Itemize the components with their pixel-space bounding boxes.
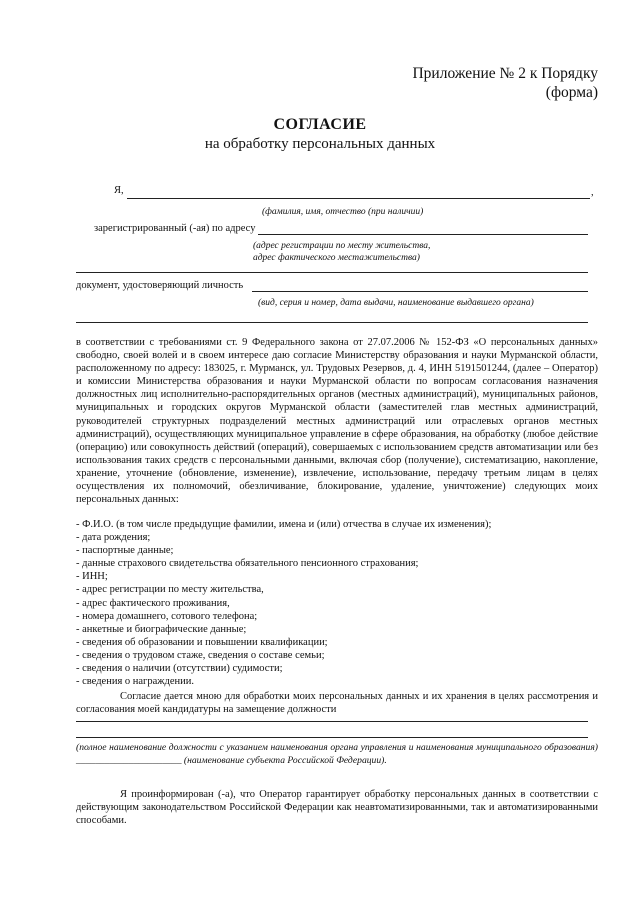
guarantee-paragraph: Я проинформирован (-а), что Оператор гарантирует обработку персональных данных в соответствии с действующим законодательством Российской Федерации как неавтоматизированными, так и автоматизированными способами. — [76, 789, 598, 827]
identity-document-label: документ, удостоверяющий личность — [76, 280, 244, 291]
list-item: - Ф.И.О. (в том числе предыдущие фамилии, имена и (или) отчества в случае их изменения); — [76, 519, 492, 530]
position-field-line-1[interactable] — [76, 721, 588, 722]
document-title: СОГЛАСИЕ — [273, 116, 367, 133]
appendix-line: Приложение № 2 к Порядку — [412, 65, 598, 82]
list-item: - данные страхового свидетельства обязательного пенсионного страхования; — [76, 558, 419, 570]
list-item: - сведения о награждении. — [76, 676, 195, 688]
registration-label: зарегистрированный (-ая) по адресу — [94, 223, 256, 234]
form-label: (форма) — [545, 84, 598, 101]
registration-hint-2: адрес фактического местажительства) — [253, 253, 420, 263]
personal-data-list — [76, 518, 598, 688]
list-item: - сведения об образовании и повышении квалификации; — [76, 636, 328, 648]
address-field-line[interactable] — [76, 272, 588, 273]
list-item: - адрес фактического проживания, — [76, 597, 230, 609]
identity-document-field-line-2[interactable] — [76, 322, 588, 323]
position-hint: (полное наименование должности с указанием наименования органа управления и наименования муниципального образования) ______________________ (наименование субъекта Российской Федерации). — [76, 742, 598, 767]
list-item: - ИНН; — [76, 571, 108, 583]
list-item: - адрес регистрации по месту жительства, — [76, 584, 264, 596]
name-hint: (фамилия, имя, отчество (при наличии) — [262, 207, 424, 217]
name-field-end-comma: , — [591, 187, 594, 198]
consent-purpose-paragraph: Согласие дается мною для обработки моих персональных данных и их хранения в целях рассмотрения и согласования моей кандидатуры на замещение должности — [76, 691, 598, 716]
list-item: - дата рождения; — [76, 532, 151, 544]
identity-document-field-line[interactable] — [252, 291, 588, 292]
name-label: Я, — [114, 185, 124, 196]
name-field-line[interactable] — [127, 198, 590, 199]
consent-main-paragraph: в соответствии с требованиями ст. 9 Федерального закона от 27.07.2006 № 152-ФЗ «О персональных данных» свободно, своей волей и в своем интересе даю согласие Министерству образования и науки Мурманской области, расположенному по адресу: 183025, г. Мурманск, ул. Трудовых Резервов, д. 4, ИНН 5191501244, (далее – Оператор) и комиссии Министерства образования и науки Мурманской области по вопросам согласования назначения должностных лиц исполнительно-распорядительных органов (местных администраций), муниципальных районов, муниципальных и городских округов Мурманской области (заместителей глав местных администраций, руководителей структурных подразделений местных администраций или отраслевых органов местных администраций), осуществляющих муниципальное управление в сфере образования, на обработку (любое действие (операцию) или совокупность действий (операций), совершаемых с использованием средств автоматизации или без использования таких средств с персональными данными, включая сбор (получение), систематизацию, накопление, хранение, уточнение (обновление, изменение), извлечение, использование, передачу третьим лицам в целях осуществления их полномочий, обезличивание, блокирование, удаление, уничтожение) следующих моих персональных данных: — [76, 337, 598, 506]
appendix-header — [412, 64, 598, 102]
list-item: - анкетные и биографические данные; — [76, 623, 247, 635]
registration-hint-1: (адрес регистрации по месту жительства, — [253, 241, 431, 251]
position-field-line-2[interactable] — [76, 737, 588, 738]
list-item: - номера домашнего, сотового телефона; — [76, 610, 258, 622]
identity-document-hint: (вид, серия и номер, дата выдачи, наименование выдавшего органа) — [258, 298, 534, 308]
list-item: - сведения о наличии (отсутствии) судимости; — [76, 663, 283, 675]
registration-field-line[interactable] — [258, 234, 588, 235]
list-item: - сведения о трудовом стаже, сведения о составе семьи; — [76, 649, 325, 661]
list-item: - паспортные данные; — [76, 545, 174, 557]
document-subtitle: на обработку персональных данных — [204, 136, 436, 152]
